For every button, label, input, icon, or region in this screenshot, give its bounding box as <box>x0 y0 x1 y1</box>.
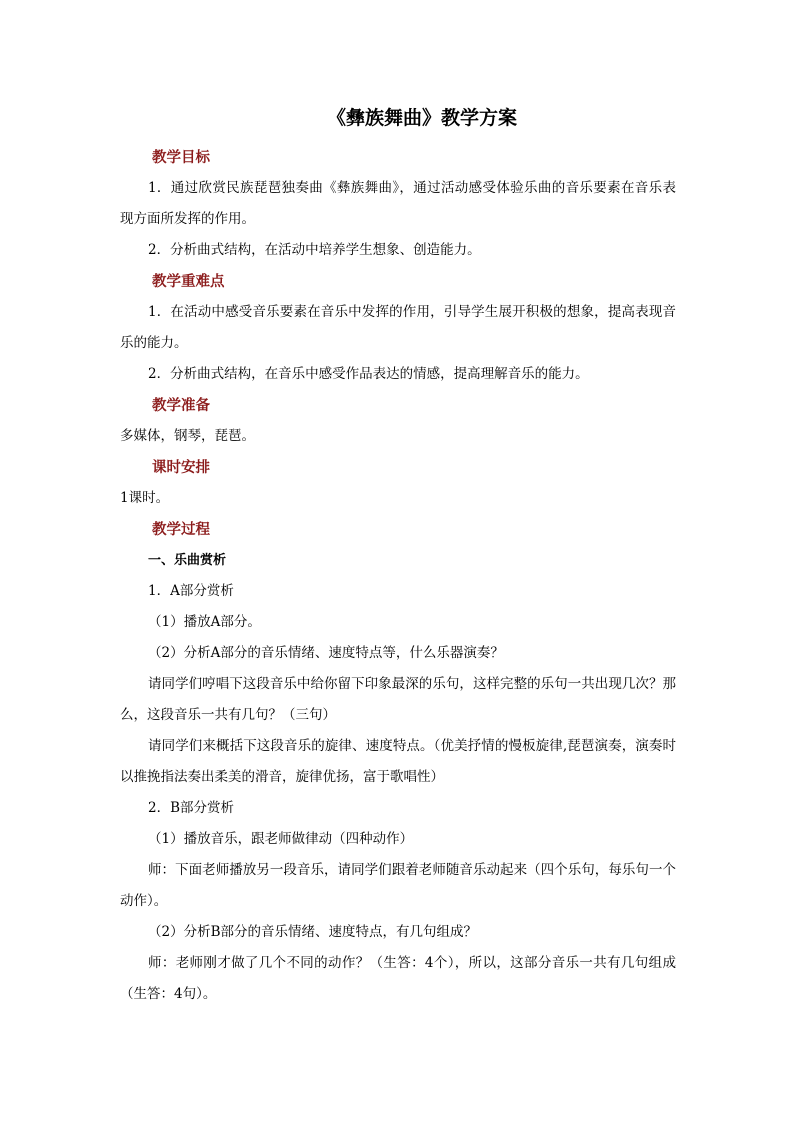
paragraph: 请同学们哼唱下这段音乐中给你留下印象最深的乐句，这样完整的乐句一共出现几次？那么，这段音乐一共有几句？（三句） <box>120 676 676 723</box>
subheading: 一、乐曲赏析 <box>148 553 227 568</box>
paragraph: 1．通过欣赏民族琵琶独奏曲《彝族舞曲》，通过活动感受体验乐曲的音乐要素在音乐表现方面所发挥的作用。 <box>120 180 676 227</box>
paragraph: （2）分析A部分的音乐情绪、速度特点等，什么乐器演奏？ <box>148 645 504 661</box>
paragraph: （2）分析B部分的音乐情绪、速度特点，有几句组成？ <box>148 924 478 940</box>
paragraph: 1．在活动中感受音乐要素在音乐中发挥的作用，引导学生展开积极的想象，提高表现音乐的能力。 <box>120 304 676 351</box>
section-heading-goals: 教学目标 <box>152 149 210 166</box>
section-heading-process: 教学过程 <box>152 521 210 538</box>
paragraph: 1．A部分赏析 <box>148 583 234 599</box>
paragraph: 师：下面老师播放另一段音乐，请同学们跟着老师随音乐动起来（四个乐句，每乐句一个动作）。 <box>120 862 676 909</box>
paragraph: 2．分析曲式结构，在音乐中感受作品表达的情感，提高理解音乐的能力。 <box>148 366 589 382</box>
paragraph: 师：老师刚才做了几个不同的动作？（生答：4个），所以，这部分音乐一共有几句组成（生答：4句）。 <box>120 955 676 1002</box>
document-body <box>120 142 676 1010</box>
section-heading-schedule: 课时安排 <box>152 459 210 476</box>
paragraph: 2．分析曲式结构，在活动中培养学生想象、创造能力。 <box>148 242 481 258</box>
paragraph: 2．B部分赏析 <box>148 800 235 816</box>
section-heading-preparation: 教学准备 <box>152 397 210 414</box>
section-heading-key-points: 教学重难点 <box>152 273 225 290</box>
paragraph: 请同学们来概括下这段音乐的旋律、速度特点。（优美抒情的慢板旋律,琵琶演奏，演奏时以推挽指法奏出柔美的滑音，旋律优扬，富于歌唱性） <box>120 738 676 785</box>
paragraph: （1）播放A部分。 <box>148 614 261 630</box>
paragraph: 多媒体，钢琴，琵琶。 <box>120 428 255 444</box>
paragraph: （1）播放音乐，跟老师做律动（四种动作） <box>148 831 414 847</box>
paragraph: 1课时。 <box>120 490 170 506</box>
document-title: 《彝族舞曲》教学方案 <box>326 107 517 129</box>
